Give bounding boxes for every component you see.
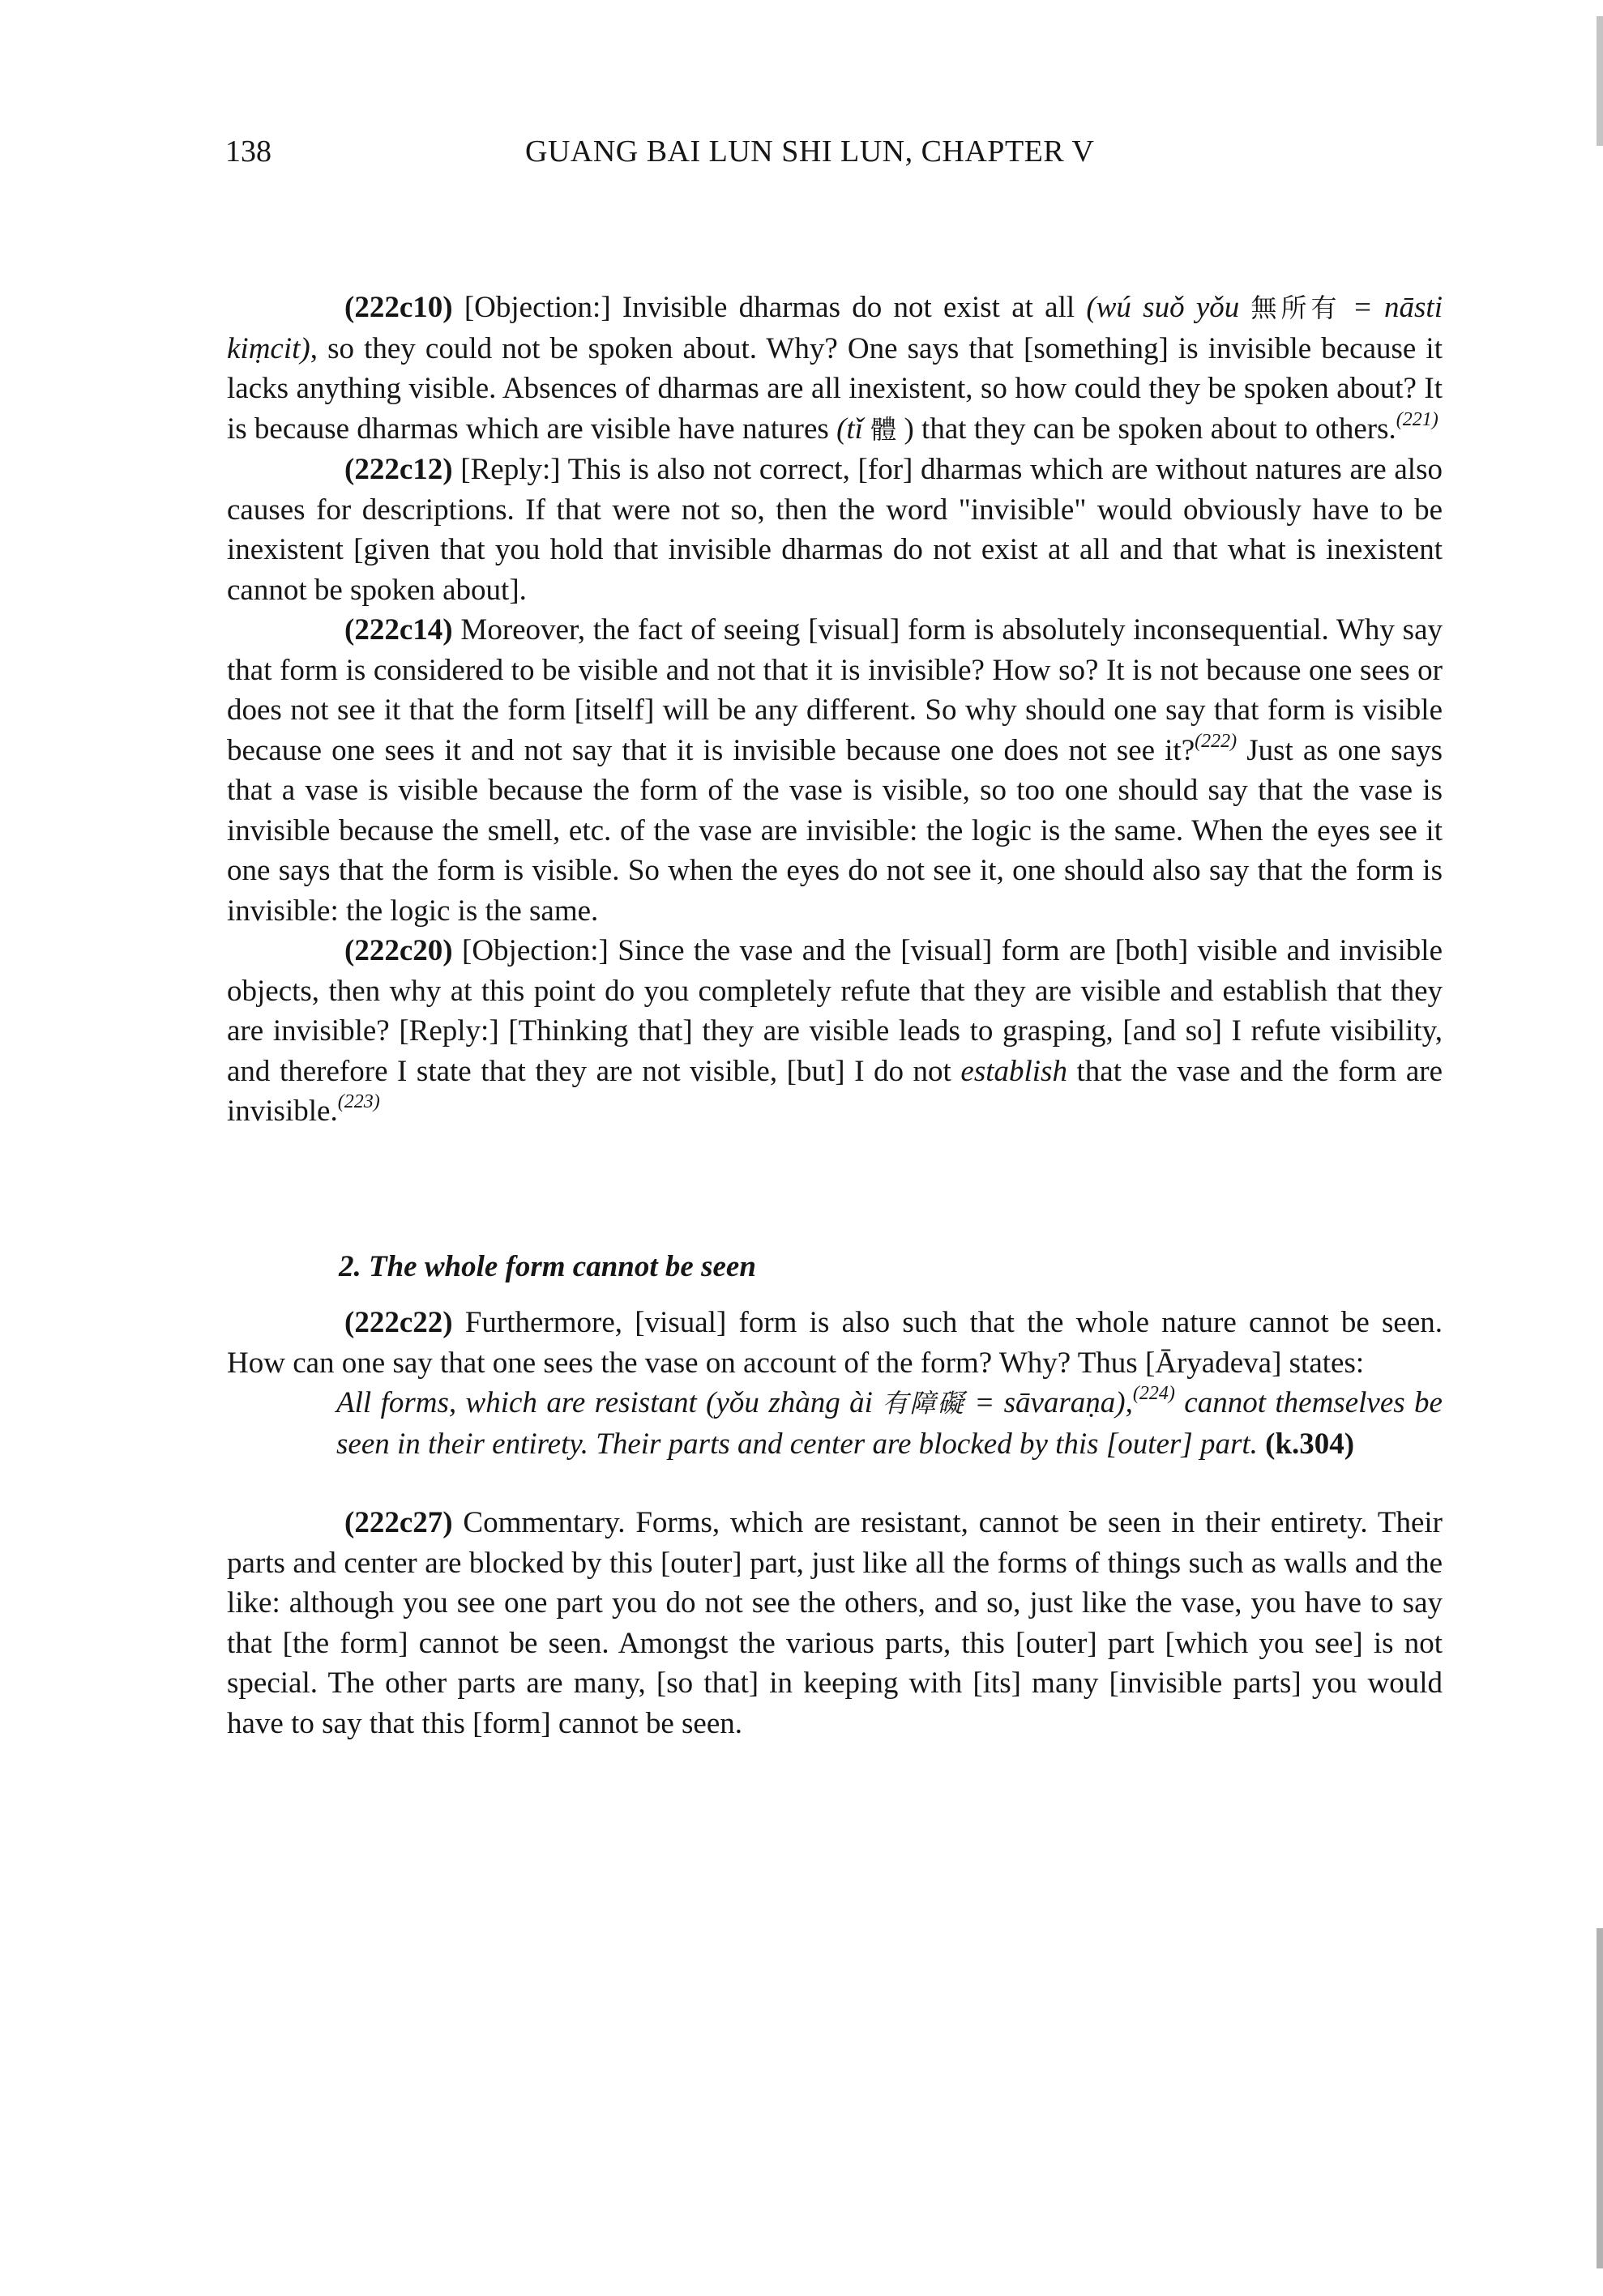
cjk-text: 無所有 <box>1250 292 1341 323</box>
text: [Objection:] Invisible dharmas do not exist at all <box>452 291 1087 324</box>
text: , so they could not be spoken about. Why? One says that [something] is invisible because it lacks anything visible. Absences of dharmas are all inexistent, so how could they be spoken about? It is because dharmas which are visible have natures <box>227 331 1443 446</box>
verse-text: All forms, which are resistant (yǒu zhàng ài <box>336 1386 883 1419</box>
text: that the vase and the form are invisible. <box>227 1054 1443 1128</box>
paragraph-222c12 <box>227 450 1443 610</box>
ref-222c22: (222c22) <box>344 1306 453 1339</box>
body-text-upper <box>227 288 1443 1132</box>
cjk-text: 有障礙 <box>882 1388 965 1419</box>
note-marker-224: (224) <box>1132 1383 1175 1404</box>
text: [Reply:] This is also not correct, [for] dharmas which are without natures are also causes for descriptions. If that were not so, then the word "invisible" would obviously have to be inexistent [given that you hold that invisible dharmas do not exist at all and that what is inexistent cannot be spoken about]. <box>227 453 1443 607</box>
section-heading: 2. The whole form cannot be seen <box>339 1250 756 1283</box>
ref-222c12: (222c12) <box>344 453 453 486</box>
text: Just as one says that a vase is visible because the form of the vase is visible, so too one should say that the vase is invisible because the smell, etc. of the vase are invisible: the logic is the same. When the eyes see it one says that the form is visible. So when the eyes do not see it, one should also say that the form is invisible: the logic is the same. <box>227 733 1443 928</box>
verse-k304 <box>336 1383 1443 1464</box>
text: Moreover, the fact of seeing [visual] form is absolutely inconsequential. Why say that form is considered to be visible and not that it is invisible? How so? It is not because one sees or does not see it that the form [itself] will be any different. So why should one say that form is visible because one sees it and not say that it is invisible because one does not see it? <box>227 613 1443 767</box>
paragraph-222c14 <box>227 610 1443 931</box>
text: Commentary. Forms, which are resistant, cannot be seen in their entirety. Their parts and center are blocked by this [outer] part, just like all the forms of things such as walls and the like: although you see one part you do not see the others, and so, just like the vase, you have to say that [the form] cannot be seen. Amongst the various parts, this [outer] part [which you see] is not special. The other parts are many, [so that] in keeping with [its] many [invisible parts] you would have to say that this [form] cannot be seen. <box>227 1506 1443 1740</box>
scan-edge-shadow <box>1597 1928 1603 2268</box>
spacer <box>227 1264 1443 1303</box>
text: ) <box>896 412 914 446</box>
emphasis: establish <box>960 1054 1067 1088</box>
spacer <box>227 1464 1443 1503</box>
cjk-text: 體 <box>870 413 897 445</box>
paragraph-222c22 <box>227 1303 1443 1383</box>
verse-text: = sāvaraṇa), <box>964 1386 1133 1419</box>
ref-222c27: (222c27) <box>344 1506 453 1539</box>
note-marker-223: (223) <box>337 1091 380 1112</box>
paragraph-222c27 <box>227 1503 1443 1743</box>
text: Furthermore, [visual] form is also such that the whole nature cannot be seen. How can one say that one sees the vase on account of the form? Why? Thus [Āryadeva] states: <box>227 1306 1443 1380</box>
paragraph-222c10 <box>227 288 1443 450</box>
verse-ref: (k.304) <box>1257 1427 1355 1461</box>
running-head: GUANG BAI LUN SHI LUN, CHAPTER V <box>525 134 1095 169</box>
note-marker-222: (222) <box>1195 730 1238 752</box>
sanskrit-term: = nāsti kiṃcit) <box>227 291 1443 365</box>
body-text-lower <box>227 1264 1443 1743</box>
text: [Objection:] Since the vase and the [visual] form are [both] visible and invisible objects, then why at this point do you completely refute that they are visible and establish that they are invisible? [Reply:] [Thinking that] they are visible leads to grasping, [and so] I refute visibility, and therefore I state that they are not visible, [but] I do not <box>227 934 1443 1088</box>
ref-222c14: (222c14) <box>344 613 453 647</box>
transliteration: (tǐ <box>836 412 871 446</box>
verse-text: cannot themselves be seen in their entirety. Their parts and center are blocked by this [outer] part. <box>336 1386 1443 1461</box>
transliteration: (wú suǒ yǒu <box>1086 291 1251 324</box>
paragraph-222c20 <box>227 931 1443 1132</box>
page-number: 138 <box>225 134 271 169</box>
text: that they can be spoken about to others. <box>913 412 1396 446</box>
scan-edge-shadow <box>1597 16 1603 146</box>
note-marker-221: (221) <box>1396 408 1438 430</box>
page-header <box>225 134 1441 182</box>
ref-222c10: (222c10) <box>344 291 453 324</box>
ref-222c20: (222c20) <box>344 934 453 967</box>
